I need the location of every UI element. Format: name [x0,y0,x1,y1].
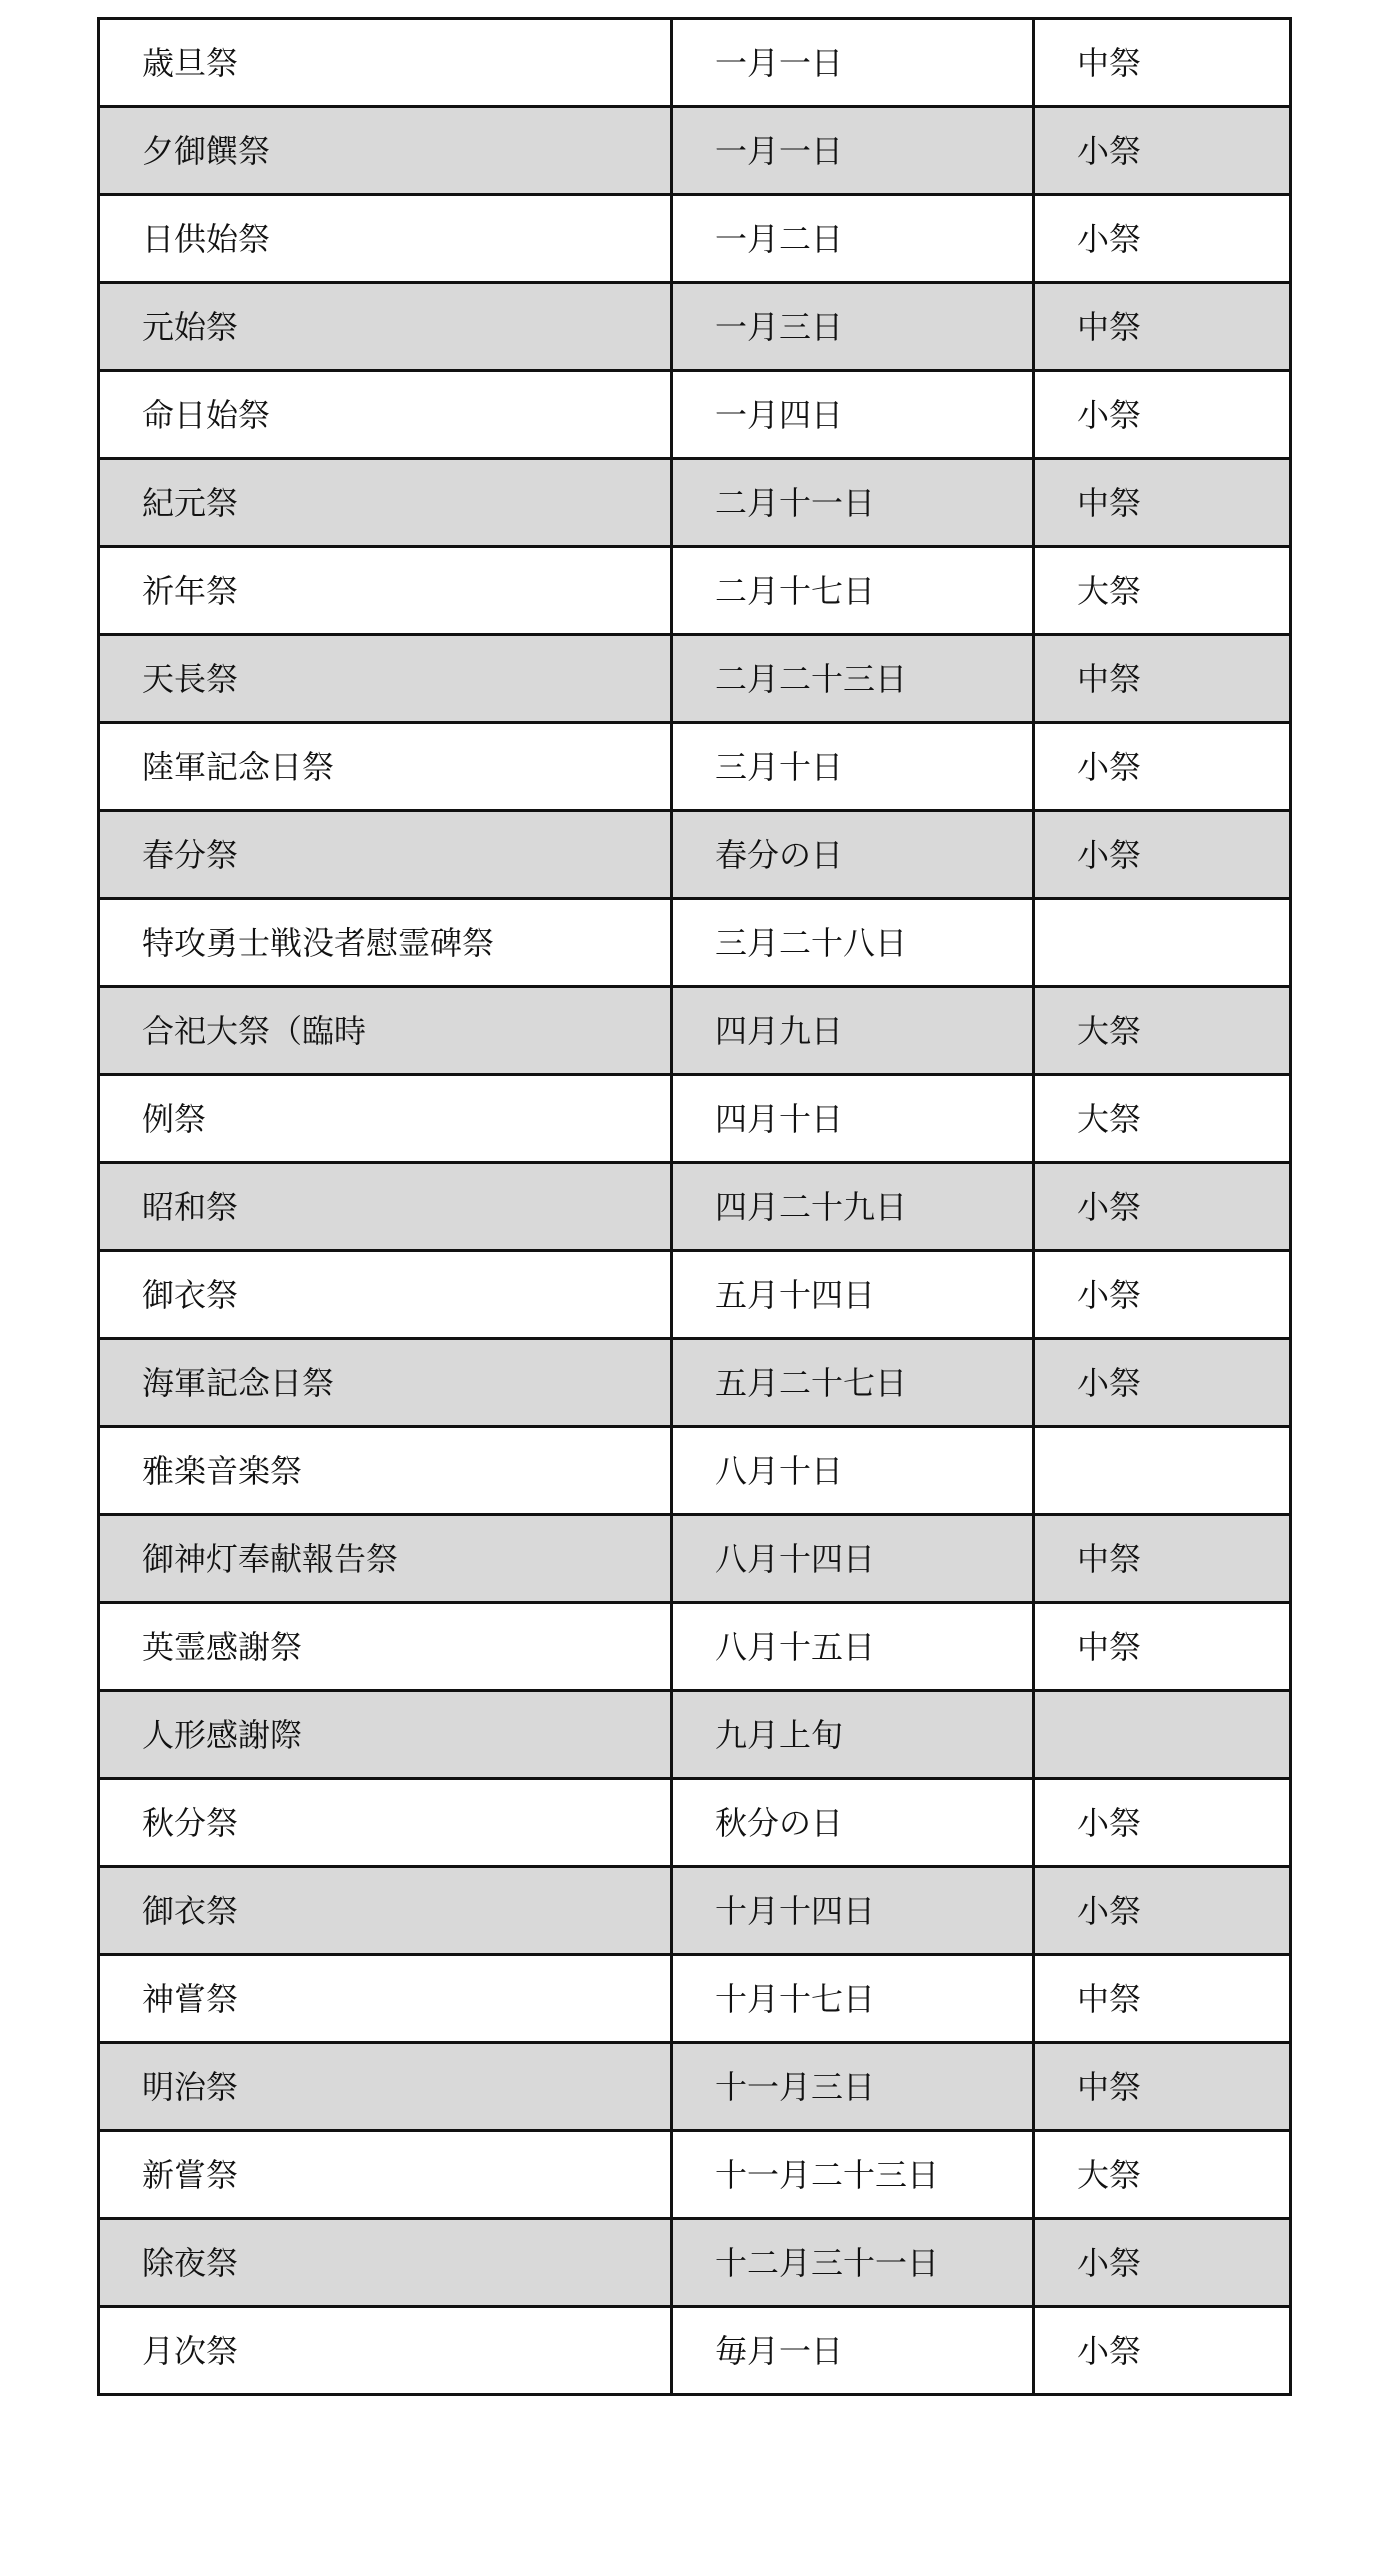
festival-grade-cell: 小祭 [1034,107,1291,195]
table-row [99,1779,1291,1867]
festival-grade-cell [1034,899,1291,987]
table-row [99,2307,1291,2395]
festival-name-cell: 祈年祭 [99,547,672,635]
festival-date-cell: 二月十一日 [672,459,1034,547]
festival-date-cell: 春分の日 [672,811,1034,899]
festival-name-cell: 御衣祭 [99,1251,672,1339]
festival-name-cell: 月次祭 [99,2307,672,2395]
festival-name-cell: 海軍記念日祭 [99,1339,672,1427]
festival-grade-cell: 小祭 [1034,1779,1291,1867]
festival-date-cell: 五月二十七日 [672,1339,1034,1427]
festival-name-cell: 特攻勇士戦没者慰霊碑祭 [99,899,672,987]
festival-name-cell: 春分祭 [99,811,672,899]
festival-grade-cell [1034,1691,1291,1779]
table-row [99,1339,1291,1427]
festival-grade-cell: 大祭 [1034,547,1291,635]
festival-date-cell: 毎月一日 [672,2307,1034,2395]
festival-name-cell: 明治祭 [99,2043,672,2131]
festival-name-cell: 日供始祭 [99,195,672,283]
table-row [99,2131,1291,2219]
festival-name-cell: 陸軍記念日祭 [99,723,672,811]
table-row [99,987,1291,1075]
table-row [99,2219,1291,2307]
festival-name-cell: 雅楽音楽祭 [99,1427,672,1515]
festival-name-cell: 合祀大祭（臨時 [99,987,672,1075]
festival-grade-cell: 中祭 [1034,459,1291,547]
table-row [99,1163,1291,1251]
festival-date-cell: 十月十七日 [672,1955,1034,2043]
festival-grade-cell: 小祭 [1034,1163,1291,1251]
table-row [99,1075,1291,1163]
festival-name-cell: 元始祭 [99,283,672,371]
festival-date-cell: 十月十四日 [672,1867,1034,1955]
table-row [99,1691,1291,1779]
festival-grade-cell: 小祭 [1034,195,1291,283]
table-row [99,723,1291,811]
festival-date-cell: 一月三日 [672,283,1034,371]
festival-date-cell: 三月二十八日 [672,899,1034,987]
festival-name-cell: 紀元祭 [99,459,672,547]
table-row [99,19,1291,107]
table-row [99,635,1291,723]
table-row [99,547,1291,635]
festival-name-cell: 歳旦祭 [99,19,672,107]
festival-date-cell: 九月上旬 [672,1691,1034,1779]
festival-date-cell: 十二月三十一日 [672,2219,1034,2307]
festival-date-cell: 八月十四日 [672,1515,1034,1603]
festival-date-cell: 四月二十九日 [672,1163,1034,1251]
festival-grade-cell: 中祭 [1034,1955,1291,2043]
festival-date-cell: 一月一日 [672,107,1034,195]
festival-name-cell: 命日始祭 [99,371,672,459]
festival-grade-cell: 小祭 [1034,371,1291,459]
table-row [99,1515,1291,1603]
festival-grade-cell: 大祭 [1034,1075,1291,1163]
festival-date-cell: 八月十五日 [672,1603,1034,1691]
festival-date-cell: 十一月三日 [672,2043,1034,2131]
festival-grade-cell: 中祭 [1034,283,1291,371]
table-row [99,371,1291,459]
festival-date-cell: 一月二日 [672,195,1034,283]
festival-name-cell: 秋分祭 [99,1779,672,1867]
festival-name-cell: 御衣祭 [99,1867,672,1955]
table-row [99,1251,1291,1339]
festival-grade-cell: 中祭 [1034,1515,1291,1603]
festival-date-cell: 三月十日 [672,723,1034,811]
table-row [99,811,1291,899]
festival-date-cell: 秋分の日 [672,1779,1034,1867]
festival-name-cell: 英霊感謝祭 [99,1603,672,1691]
festival-name-cell: 天長祭 [99,635,672,723]
festival-name-cell: 例祭 [99,1075,672,1163]
festival-table-body [99,19,1291,2395]
festival-schedule-table [97,17,1292,2396]
festival-grade-cell: 小祭 [1034,1867,1291,1955]
festival-grade-cell: 中祭 [1034,2043,1291,2131]
festival-date-cell: 十一月二十三日 [672,2131,1034,2219]
table-row [99,283,1291,371]
table-row [99,195,1291,283]
festival-date-cell: 二月十七日 [672,547,1034,635]
table-row [99,1955,1291,2043]
festival-date-cell: 八月十日 [672,1427,1034,1515]
festival-name-cell: 夕御饌祭 [99,107,672,195]
festival-date-cell: 四月九日 [672,987,1034,1075]
festival-date-cell: 一月四日 [672,371,1034,459]
festival-grade-cell: 小祭 [1034,2307,1291,2395]
festival-grade-cell: 小祭 [1034,1339,1291,1427]
table-row [99,1867,1291,1955]
table-row [99,107,1291,195]
festival-date-cell: 二月二十三日 [672,635,1034,723]
table-row [99,1427,1291,1515]
table-row [99,459,1291,547]
festival-grade-cell: 大祭 [1034,2131,1291,2219]
festival-grade-cell [1034,1427,1291,1515]
festival-date-cell: 一月一日 [672,19,1034,107]
festival-name-cell: 御神灯奉献報告祭 [99,1515,672,1603]
festival-grade-cell: 中祭 [1034,1603,1291,1691]
festival-grade-cell: 小祭 [1034,1251,1291,1339]
festival-grade-cell: 小祭 [1034,811,1291,899]
festival-name-cell: 除夜祭 [99,2219,672,2307]
festival-name-cell: 新嘗祭 [99,2131,672,2219]
festival-date-cell: 五月十四日 [672,1251,1034,1339]
festival-name-cell: 昭和祭 [99,1163,672,1251]
festival-name-cell: 人形感謝際 [99,1691,672,1779]
festival-name-cell: 神嘗祭 [99,1955,672,2043]
festival-grade-cell: 大祭 [1034,987,1291,1075]
table-row [99,1603,1291,1691]
table-row [99,2043,1291,2131]
festival-grade-cell: 小祭 [1034,723,1291,811]
festival-grade-cell: 中祭 [1034,635,1291,723]
festival-grade-cell: 中祭 [1034,19,1291,107]
table-row [99,899,1291,987]
festival-grade-cell: 小祭 [1034,2219,1291,2307]
festival-date-cell: 四月十日 [672,1075,1034,1163]
